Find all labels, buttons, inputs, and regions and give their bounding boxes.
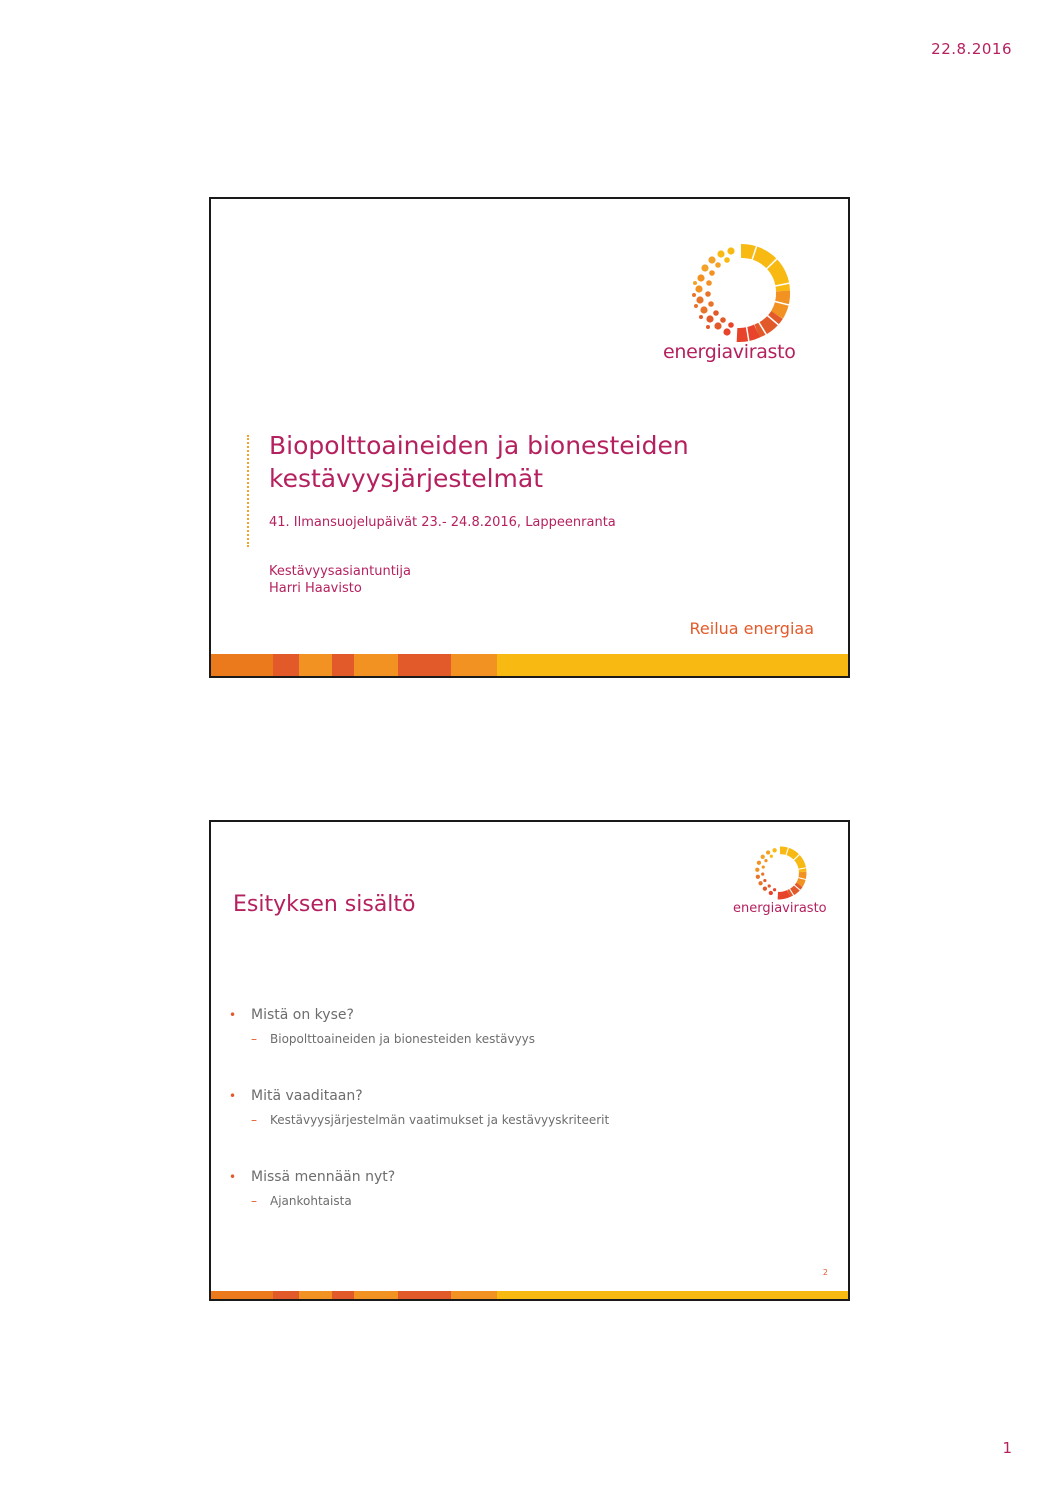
author-role: Kestävyysasiantuntija — [269, 564, 411, 579]
footer-stripe — [211, 1291, 848, 1299]
brand-logo — [733, 846, 833, 926]
dotted-divider — [247, 435, 249, 547]
list-item — [229, 1167, 609, 1209]
page-number: 1 — [1002, 1439, 1012, 1457]
brand-logo — [663, 243, 818, 368]
agenda-sub-label: Biopolttoaineiden ja bionesteiden kestävyys — [270, 1032, 536, 1046]
stripe-segment — [332, 654, 354, 676]
stripe-segment — [451, 1291, 497, 1299]
stripe-segment — [354, 654, 398, 676]
sun-logo-icon — [753, 846, 807, 900]
event-subtitle: 41. Ilmansuojelupäivät 23.- 24.8.2016, Lappeenranta — [269, 515, 616, 530]
stripe-segment — [332, 1291, 354, 1299]
stripe-segment — [497, 1291, 848, 1299]
stripe-segment — [273, 654, 299, 676]
list-item — [229, 1005, 609, 1047]
agenda-label: Missä mennään nyt? — [251, 1169, 396, 1185]
dash-icon: – — [251, 1113, 257, 1127]
slide-title-line: Biopolttoaineiden ja bionesteiden — [269, 431, 689, 460]
stripe-segment — [354, 1291, 398, 1299]
stripe-segment — [398, 654, 451, 676]
dash-icon: – — [251, 1032, 257, 1046]
author-name: Harri Haavisto — [269, 581, 362, 596]
agenda-list — [229, 1005, 609, 1248]
slide-1 — [209, 197, 850, 678]
stripe-segment — [497, 654, 848, 676]
stripe-segment — [299, 1291, 332, 1299]
sun-logo-icon — [691, 243, 791, 343]
stripe-segment — [398, 1291, 451, 1299]
slide-title — [269, 429, 829, 495]
slide-page-number: 2 — [822, 1268, 828, 1277]
stripe-segment — [451, 654, 497, 676]
bullet-icon: • — [229, 1008, 237, 1022]
footer-stripe — [211, 654, 848, 676]
bullet-icon: • — [229, 1089, 237, 1103]
stripe-segment — [273, 1291, 299, 1299]
brand-slogan: Reilua energiaa — [689, 619, 814, 638]
slide-title: Esityksen sisältö — [233, 892, 416, 917]
agenda-sub-label: Ajankohtaista — [270, 1194, 352, 1208]
list-item — [229, 1086, 609, 1128]
dash-icon: – — [251, 1194, 257, 1208]
agenda-label: Mitä vaaditaan? — [251, 1088, 363, 1104]
brand-wordmark: energiavirasto — [663, 341, 796, 363]
agenda-sub-label: Kestävyysjärjestelmän vaatimukset ja kestävyyskriteerit — [270, 1113, 610, 1127]
stripe-segment — [211, 1291, 273, 1299]
bullet-icon: • — [229, 1170, 237, 1184]
author-block — [269, 563, 411, 597]
page-date: 22.8.2016 — [931, 40, 1012, 58]
stripe-segment — [211, 654, 273, 676]
agenda-label: Mistä on kyse? — [251, 1007, 354, 1023]
slide-title-line: kestävyysjärjestelmät — [269, 464, 544, 493]
slide-2 — [209, 820, 850, 1301]
brand-wordmark: energiavirasto — [733, 901, 827, 916]
stripe-segment — [299, 654, 332, 676]
